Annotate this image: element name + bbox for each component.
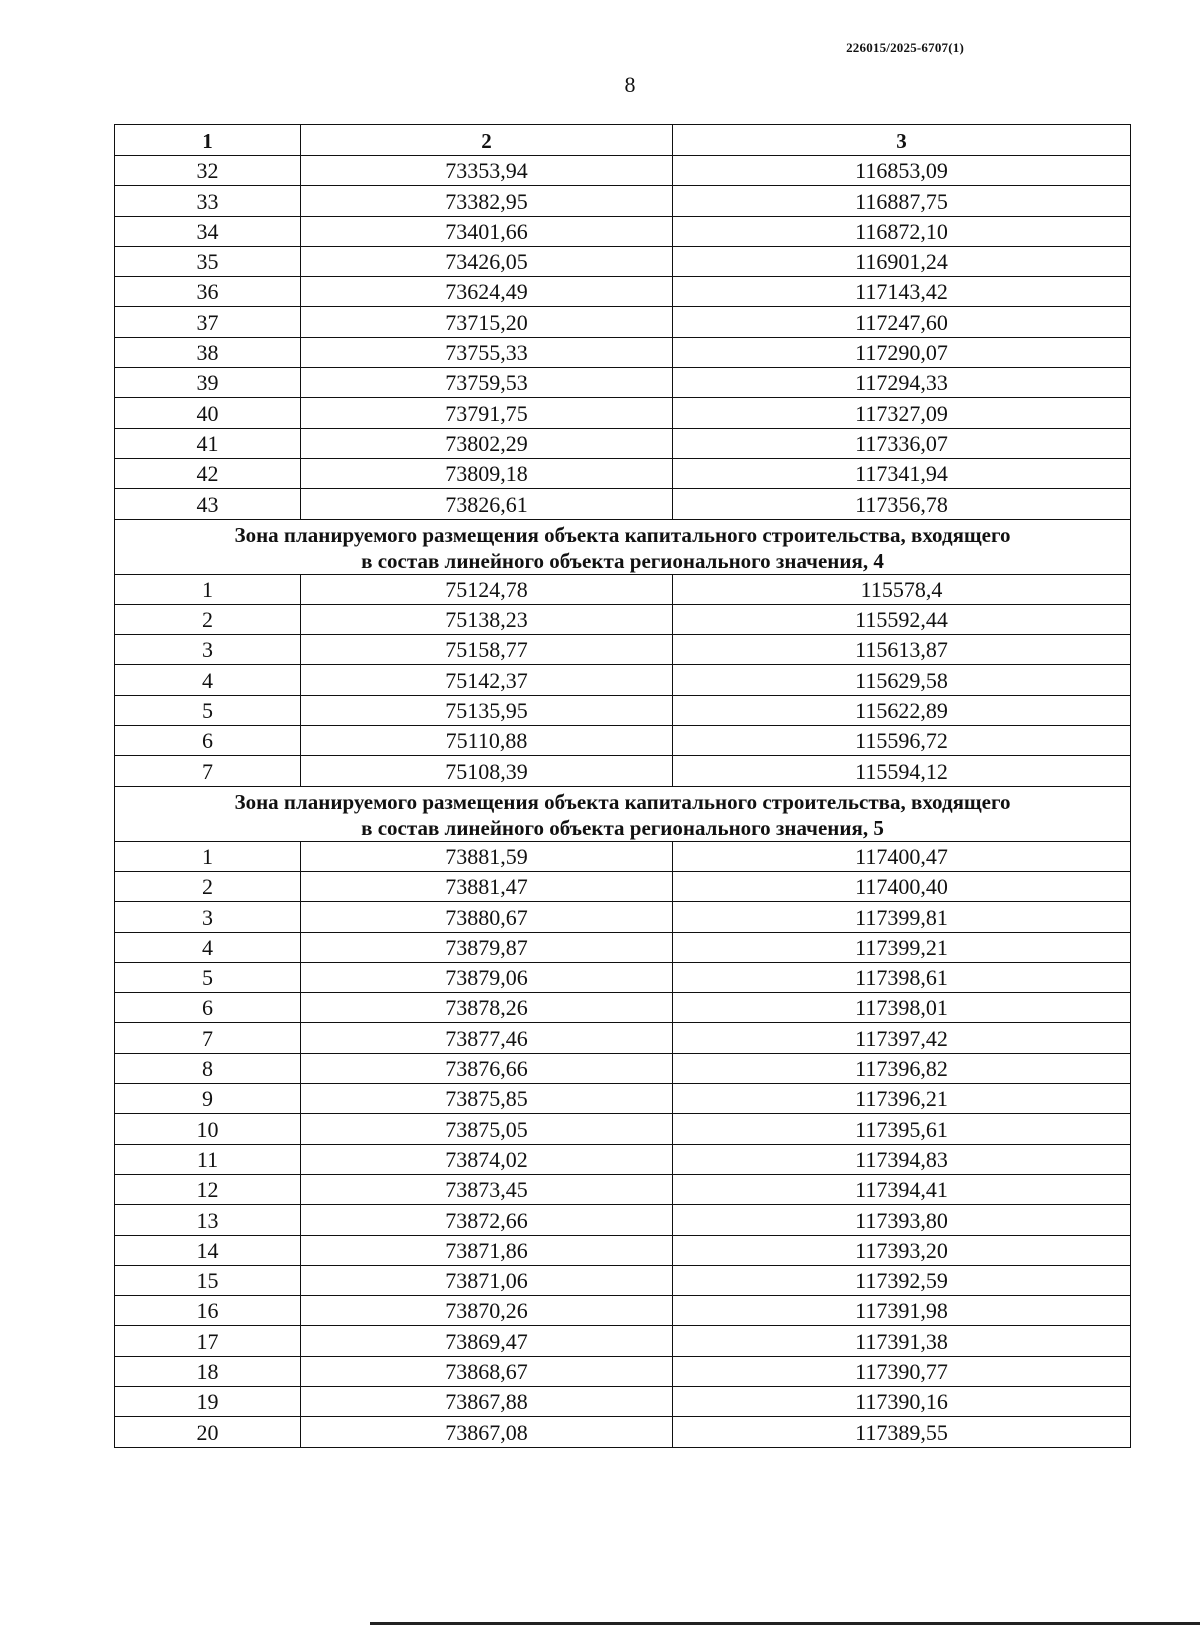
x-coordinate-cell: 73809,18	[301, 458, 673, 488]
section-title-line: Зона планируемого размещения объекта капитального строительства, входящего	[234, 522, 1011, 547]
x-coordinate-cell: 73867,88	[301, 1386, 673, 1416]
table-row	[115, 902, 1131, 932]
table-row	[115, 993, 1131, 1023]
point-number-cell: 6	[115, 726, 301, 756]
y-coordinate-cell: 117327,09	[673, 398, 1131, 428]
point-number-cell: 2	[115, 871, 301, 901]
table-row	[115, 1356, 1131, 1386]
y-coordinate-cell: 115622,89	[673, 695, 1131, 725]
y-coordinate-cell: 116853,09	[673, 156, 1131, 186]
point-number-cell: 5	[115, 962, 301, 992]
y-coordinate-cell: 117391,98	[673, 1296, 1131, 1326]
y-coordinate-cell: 115596,72	[673, 726, 1131, 756]
table-row	[115, 398, 1131, 428]
table-row	[115, 1417, 1131, 1447]
point-number-cell: 11	[115, 1144, 301, 1174]
point-number-cell: 16	[115, 1296, 301, 1326]
table-row	[115, 1386, 1131, 1416]
section-title	[115, 519, 1131, 574]
y-coordinate-cell: 117400,47	[673, 841, 1131, 871]
x-coordinate-cell: 73791,75	[301, 398, 673, 428]
table-row	[115, 186, 1131, 216]
column-header: 1	[115, 125, 301, 156]
x-coordinate-cell: 73879,06	[301, 962, 673, 992]
y-coordinate-cell: 117398,61	[673, 962, 1131, 992]
point-number-cell: 37	[115, 307, 301, 337]
y-coordinate-cell: 117390,77	[673, 1356, 1131, 1386]
y-coordinate-cell: 117397,42	[673, 1023, 1131, 1053]
table-row	[115, 1235, 1131, 1265]
point-number-cell: 6	[115, 993, 301, 1023]
table-row	[115, 962, 1131, 992]
x-coordinate-cell: 75110,88	[301, 726, 673, 756]
table-row	[115, 1326, 1131, 1356]
table-row	[115, 1053, 1131, 1083]
point-number-cell: 7	[115, 1023, 301, 1053]
y-coordinate-cell: 115594,12	[673, 756, 1131, 786]
table-row	[115, 458, 1131, 488]
y-coordinate-cell: 117393,80	[673, 1205, 1131, 1235]
y-coordinate-cell: 117399,21	[673, 932, 1131, 962]
y-coordinate-cell: 117400,40	[673, 871, 1131, 901]
x-coordinate-cell: 73826,61	[301, 489, 673, 519]
table-row	[115, 1114, 1131, 1144]
y-coordinate-cell: 117336,07	[673, 428, 1131, 458]
y-coordinate-cell: 116872,10	[673, 216, 1131, 246]
y-coordinate-cell: 117394,83	[673, 1144, 1131, 1174]
point-number-cell: 32	[115, 156, 301, 186]
point-number-cell: 10	[115, 1114, 301, 1144]
table-row	[115, 307, 1131, 337]
table-body	[115, 156, 1131, 1448]
section-title-line: Зона планируемого размещения объекта капитального строительства, входящего	[234, 789, 1011, 814]
point-number-cell: 4	[115, 665, 301, 695]
page-number: 8	[624, 72, 636, 97]
y-coordinate-cell: 117395,61	[673, 1114, 1131, 1144]
point-number-cell: 33	[115, 186, 301, 216]
section-title-line: в состав линейного объекта регионального значения, 4	[361, 548, 884, 573]
y-coordinate-cell: 115592,44	[673, 604, 1131, 634]
y-coordinate-cell: 117294,33	[673, 368, 1131, 398]
x-coordinate-cell: 73875,05	[301, 1114, 673, 1144]
table-row	[115, 1296, 1131, 1326]
y-coordinate-cell: 117247,60	[673, 307, 1131, 337]
y-coordinate-cell: 115578,4	[673, 574, 1131, 604]
table-row	[115, 756, 1131, 786]
x-coordinate-cell: 73878,26	[301, 993, 673, 1023]
table-row	[115, 1174, 1131, 1204]
point-number-cell: 43	[115, 489, 301, 519]
x-coordinate-cell: 73401,66	[301, 216, 673, 246]
point-number-cell: 1	[115, 841, 301, 871]
table-row	[115, 635, 1131, 665]
table-row	[115, 841, 1131, 871]
table-row	[115, 277, 1131, 307]
point-number-cell: 36	[115, 277, 301, 307]
section-title	[115, 786, 1131, 841]
x-coordinate-cell: 73867,08	[301, 1417, 673, 1447]
x-coordinate-cell: 73759,53	[301, 368, 673, 398]
y-coordinate-cell: 117389,55	[673, 1417, 1131, 1447]
document-number: 226015/2025-6707(1)	[846, 40, 964, 55]
table-row	[115, 726, 1131, 756]
x-coordinate-cell: 73871,86	[301, 1235, 673, 1265]
x-coordinate-cell: 73874,02	[301, 1144, 673, 1174]
section-header-row	[115, 786, 1131, 841]
point-number-cell: 18	[115, 1356, 301, 1386]
x-coordinate-cell: 73715,20	[301, 307, 673, 337]
x-coordinate-cell: 75142,37	[301, 665, 673, 695]
coordinates-table	[114, 124, 1131, 1448]
table-row	[115, 246, 1131, 276]
y-coordinate-cell: 117341,94	[673, 458, 1131, 488]
x-coordinate-cell: 73881,47	[301, 871, 673, 901]
x-coordinate-cell: 73871,06	[301, 1265, 673, 1295]
table-row	[115, 1023, 1131, 1053]
x-coordinate-cell: 73382,95	[301, 186, 673, 216]
page-edge-line	[370, 1622, 1200, 1625]
x-coordinate-cell: 75124,78	[301, 574, 673, 604]
table-row	[115, 604, 1131, 634]
x-coordinate-cell: 73353,94	[301, 156, 673, 186]
point-number-cell: 3	[115, 902, 301, 932]
point-number-cell: 19	[115, 1386, 301, 1416]
point-number-cell: 42	[115, 458, 301, 488]
x-coordinate-cell: 75138,23	[301, 604, 673, 634]
y-coordinate-cell: 115629,58	[673, 665, 1131, 695]
y-coordinate-cell: 117398,01	[673, 993, 1131, 1023]
x-coordinate-cell: 73868,67	[301, 1356, 673, 1386]
x-coordinate-cell: 73881,59	[301, 841, 673, 871]
x-coordinate-cell: 73876,66	[301, 1053, 673, 1083]
table-row	[115, 1144, 1131, 1174]
y-coordinate-cell: 117399,81	[673, 902, 1131, 932]
x-coordinate-cell: 73755,33	[301, 337, 673, 367]
point-number-cell: 1	[115, 574, 301, 604]
table-row	[115, 932, 1131, 962]
point-number-cell: 20	[115, 1417, 301, 1447]
table-row	[115, 489, 1131, 519]
x-coordinate-cell: 73875,85	[301, 1084, 673, 1114]
point-number-cell: 38	[115, 337, 301, 367]
y-coordinate-cell: 117143,42	[673, 277, 1131, 307]
x-coordinate-cell: 73880,67	[301, 902, 673, 932]
table-row	[115, 1205, 1131, 1235]
point-number-cell: 17	[115, 1326, 301, 1356]
point-number-cell: 15	[115, 1265, 301, 1295]
point-number-cell: 35	[115, 246, 301, 276]
y-coordinate-cell: 117390,16	[673, 1386, 1131, 1416]
point-number-cell: 7	[115, 756, 301, 786]
point-number-cell: 41	[115, 428, 301, 458]
table-row	[115, 428, 1131, 458]
point-number-cell: 40	[115, 398, 301, 428]
x-coordinate-cell: 73872,66	[301, 1205, 673, 1235]
point-number-cell: 5	[115, 695, 301, 725]
table-row	[115, 337, 1131, 367]
y-coordinate-cell: 117356,78	[673, 489, 1131, 519]
table-row	[115, 156, 1131, 186]
table-row	[115, 368, 1131, 398]
x-coordinate-cell: 73873,45	[301, 1174, 673, 1204]
point-number-cell: 13	[115, 1205, 301, 1235]
table-row	[115, 216, 1131, 246]
column-header: 2	[301, 125, 673, 156]
table-row	[115, 1084, 1131, 1114]
x-coordinate-cell: 75158,77	[301, 635, 673, 665]
y-coordinate-cell: 116887,75	[673, 186, 1131, 216]
table-row	[115, 665, 1131, 695]
y-coordinate-cell: 117396,82	[673, 1053, 1131, 1083]
y-coordinate-cell: 117392,59	[673, 1265, 1131, 1295]
y-coordinate-cell: 115613,87	[673, 635, 1131, 665]
point-number-cell: 2	[115, 604, 301, 634]
x-coordinate-cell: 75135,95	[301, 695, 673, 725]
point-number-cell: 3	[115, 635, 301, 665]
point-number-cell: 12	[115, 1174, 301, 1204]
table-row	[115, 871, 1131, 901]
column-header: 3	[673, 125, 1131, 156]
y-coordinate-cell: 116901,24	[673, 246, 1131, 276]
point-number-cell: 39	[115, 368, 301, 398]
x-coordinate-cell: 73426,05	[301, 246, 673, 276]
x-coordinate-cell: 73877,46	[301, 1023, 673, 1053]
point-number-cell: 14	[115, 1235, 301, 1265]
x-coordinate-cell: 75108,39	[301, 756, 673, 786]
y-coordinate-cell: 117396,21	[673, 1084, 1131, 1114]
x-coordinate-cell: 73879,87	[301, 932, 673, 962]
y-coordinate-cell: 117394,41	[673, 1174, 1131, 1204]
y-coordinate-cell: 117391,38	[673, 1326, 1131, 1356]
point-number-cell: 4	[115, 932, 301, 962]
point-number-cell: 8	[115, 1053, 301, 1083]
point-number-cell: 9	[115, 1084, 301, 1114]
table-header-row	[115, 125, 1131, 156]
table-row	[115, 574, 1131, 604]
table-row	[115, 1265, 1131, 1295]
y-coordinate-cell: 117393,20	[673, 1235, 1131, 1265]
section-header-row	[115, 519, 1131, 574]
x-coordinate-cell: 73624,49	[301, 277, 673, 307]
y-coordinate-cell: 117290,07	[673, 337, 1131, 367]
table-row	[115, 695, 1131, 725]
x-coordinate-cell: 73869,47	[301, 1326, 673, 1356]
section-title-line: в состав линейного объекта регионального значения, 5	[361, 815, 884, 840]
point-number-cell: 34	[115, 216, 301, 246]
x-coordinate-cell: 73802,29	[301, 428, 673, 458]
x-coordinate-cell: 73870,26	[301, 1296, 673, 1326]
